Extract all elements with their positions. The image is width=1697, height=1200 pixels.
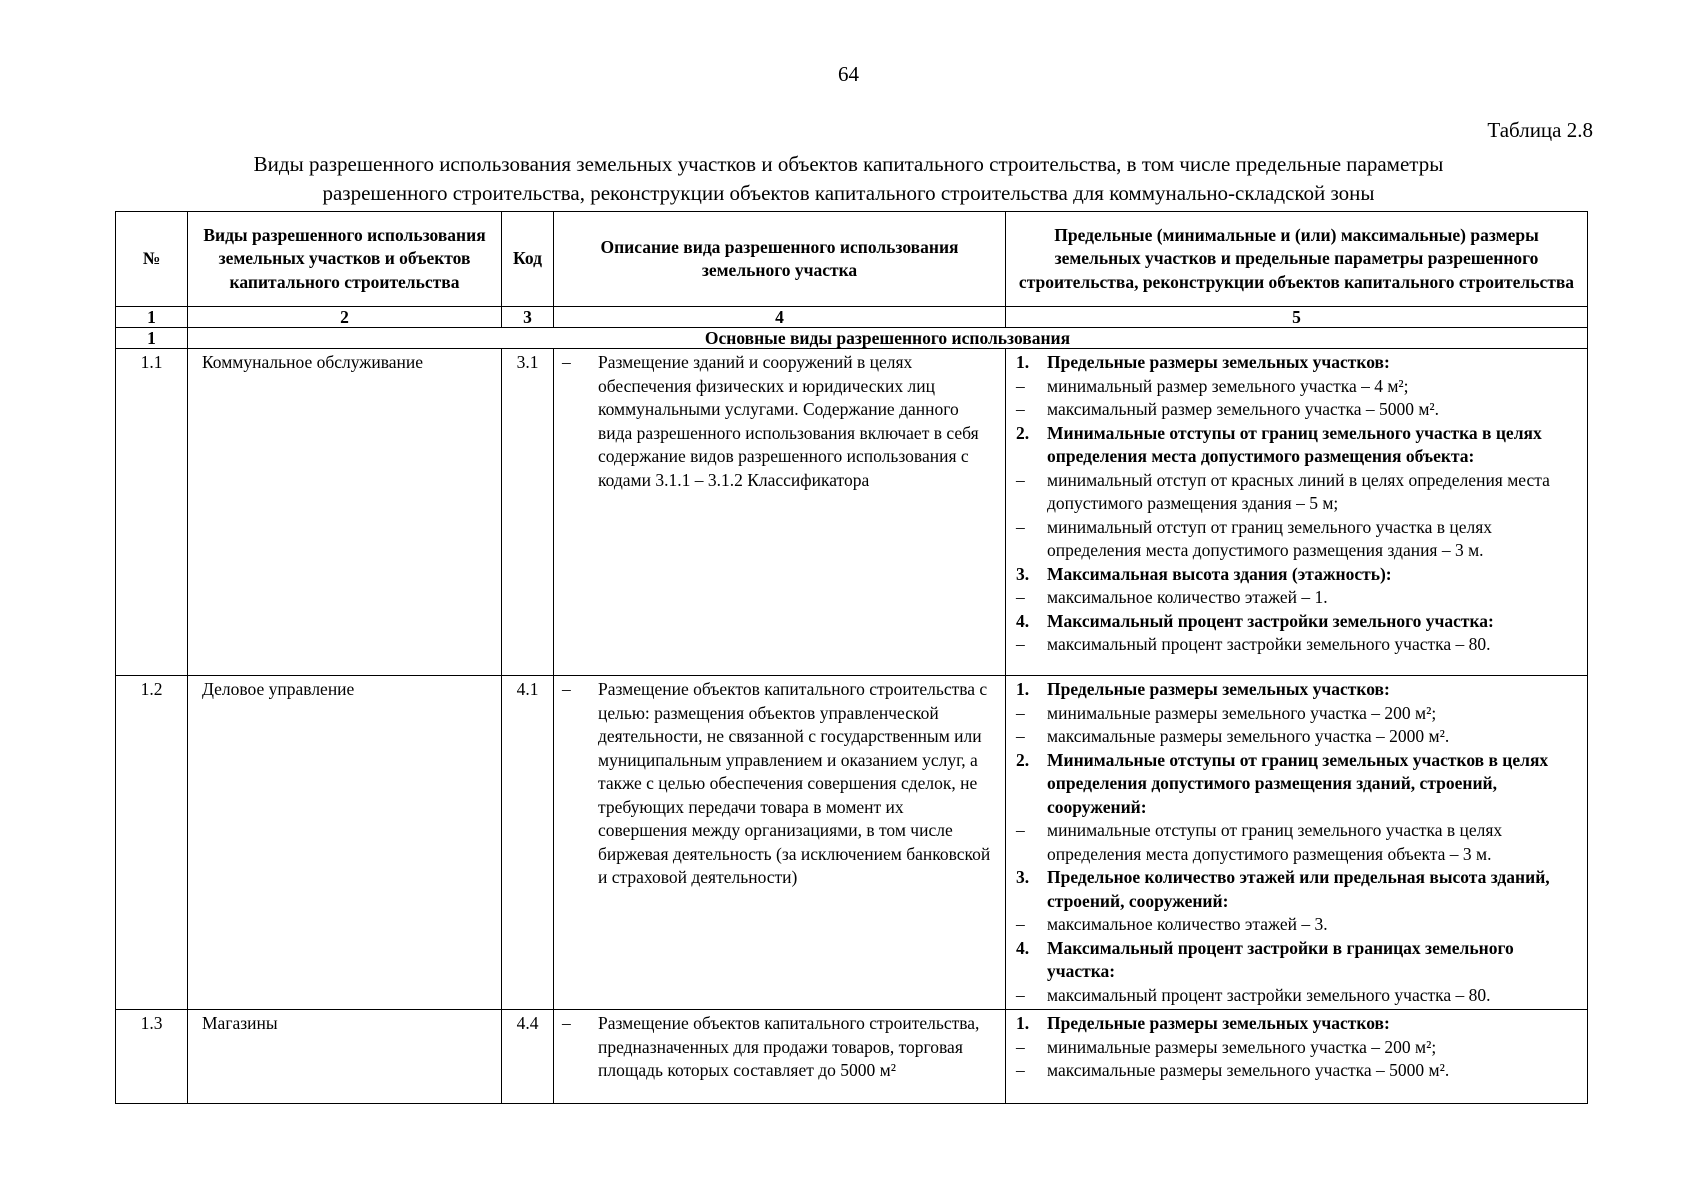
limit-marker: 1. [1016,352,1030,372]
limit-marker: – [1016,634,1025,654]
limit-text: Предельное количество этажей или предельная высота зданий, строений, сооружений: [1047,867,1550,911]
limit-item [1016,469,1581,516]
limit-item [1016,586,1581,610]
limit-text: максимальный процент застройки земельного участка – 80. [1047,984,1491,1005]
limit-text: минимальный отступ от границ земельного участка в целях определения места допустимого размещения здания – 3 м. [1047,516,1493,560]
column-number: 4 [554,307,1006,328]
limit-text: минимальные отступы от границ земельного участка в целях определения места допустимого размещения объекта – 3 м. [1047,820,1503,864]
column-number-row [116,307,1588,328]
limit-item [1016,913,1581,937]
limit-text: Предельные размеры земельных участков: [1047,1013,1390,1033]
limit-marker: – [1016,399,1025,419]
limit-text: минимальные размеры земельного участка – 200 м²; [1047,1036,1437,1057]
limit-heading [1016,749,1581,820]
land-use-type: Магазины [188,1010,502,1104]
limit-marker: – [1016,914,1025,934]
limit-heading [1016,422,1581,469]
limit-text: максимальный размер земельного участка – 5000 м². [1047,399,1440,419]
limit-marker: 3. [1016,867,1030,887]
limit-marker: – [1016,984,1025,1005]
limit-marker: 2. [1016,749,1030,770]
table-row [116,1010,1588,1104]
limit-marker: – [1016,1060,1025,1080]
limit-marker: 1. [1016,679,1030,699]
limit-text: минимальный отступ от красных линий в целях определения места допустимого размещения здания – 5 м; [1047,469,1550,513]
limit-marker: – [1016,516,1025,537]
limit-text: Предельные размеры земельных участков: [1047,352,1390,372]
land-use-description [554,676,1006,1010]
limit-heading [1016,563,1581,587]
limit-heading [1016,678,1581,702]
limit-text: Минимальные отступы от границ земельного участка в целях определения места допустимого размещения объекта: [1047,422,1542,466]
limit-heading [1016,351,1581,375]
table-label: Таблица 2.8 [1487,118,1593,142]
header-limits: Предельные (минимальные и (или) максимальные) размеры земельных участков и предельные параметры разрешенного строительства, реконструкции объектов капитального строительства [1006,212,1588,307]
limit-item [1016,633,1581,657]
land-use-type: Деловое управление [188,676,502,1010]
limit-parameters [1006,676,1588,1010]
header-name: Виды разрешенного использования земельных участков и объектов капитального строительства [188,212,502,307]
limit-parameters [1006,349,1588,676]
table-row [116,349,1588,676]
limit-text: Предельные размеры земельных участков: [1047,679,1390,699]
limit-marker: – [1016,375,1025,396]
header-num: № [116,212,188,307]
row-number: 1.3 [116,1010,188,1104]
limit-item [1016,375,1581,399]
page-number: 64 [838,62,859,86]
limit-marker: – [1016,1036,1025,1057]
limit-text: минимальные размеры земельного участка – 200 м²; [1047,702,1437,723]
limit-marker: – [1016,469,1025,490]
limit-heading [1016,937,1581,984]
section-title: Основные виды разрешенного использования [188,328,1588,349]
land-use-description [554,349,1006,676]
limit-item [1016,1036,1581,1060]
land-use-type: Коммунальное обслуживание [188,349,502,676]
limit-marker: – [1016,587,1025,607]
limit-heading [1016,610,1581,634]
section-row [116,328,1588,349]
header-desc: Описание вида разрешенного использования земельного участка [554,212,1006,307]
column-number: 3 [502,307,554,328]
limit-heading [1016,866,1581,913]
description-text: Размещение объектов капитального строительства, предназначенных для продажи товаров, торговая площадь которых составляет до 5000 м² [598,1013,980,1080]
limit-text: Максимальная высота здания (этажность): [1047,563,1392,584]
table-title [140,150,1557,208]
column-number: 1 [116,307,188,328]
land-use-code: 4.4 [502,1010,554,1104]
table-title-line1: Виды разрешенного использования земельных участков и объектов капитального строительства, в том числе предельные параметры [253,152,1444,176]
header-row [116,212,1588,307]
limit-heading [1016,1012,1581,1036]
limit-marker: – [1016,702,1025,723]
limit-text: максимальный процент застройки земельного участка – 80. [1047,634,1491,654]
limit-marker: 1. [1016,1013,1030,1033]
column-number: 5 [1006,307,1588,328]
limit-text: максимальное количество этажей – 1. [1047,587,1328,607]
limit-text: минимальный размер земельного участка – 4 м²; [1047,375,1409,396]
limit-item [1016,819,1581,866]
limit-item [1016,702,1581,726]
limit-text: Минимальные отступы от границ земельных участков в целях определения допустимого размещения зданий, строений, сооружений: [1047,749,1549,817]
limit-item [1016,984,1581,1008]
description-dash: – [562,1013,571,1033]
limit-text: максимальные размеры земельного участка – 2000 м². [1047,726,1450,746]
description-dash: – [562,352,571,372]
table-row [116,676,1588,1010]
limit-marker: 3. [1016,563,1030,584]
limit-marker: – [1016,726,1025,746]
limit-marker: 4. [1016,937,1030,958]
limit-item [1016,725,1581,749]
land-use-code: 3.1 [502,349,554,676]
description-text: Размещение объектов капитального строительства с целью: размещения объектов управленческой деятельности, не связанной с государственным или муниципальным управлением и оказанием услуг, а также с целью обеспечения совершения сделок, не требующих передачи товара в момент их совершения между организациями, в том числе биржевая деятельность (за исключением банковской и страховой деятельности) [598,679,991,887]
limit-text: максимальное количество этажей – 3. [1047,914,1328,934]
limit-marker: 2. [1016,422,1030,443]
limit-parameters [1006,1010,1588,1104]
row-number: 1.2 [116,676,188,1010]
limit-text: максимальные размеры земельного участка – 5000 м². [1047,1060,1450,1080]
limit-marker: – [1016,820,1025,840]
land-use-table [115,211,1588,1104]
limit-item [1016,1059,1581,1083]
limit-text: Максимальный процент застройки в границах земельного участка: [1047,937,1514,981]
row-number: 1.1 [116,349,188,676]
description-text: Размещение зданий и сооружений в целях обеспечения физических и юридических лиц коммунальными услугами. Содержание данного вида разрешенного использования включает в себя содержание видов разрешенного использования с кодами 3.1.1 – 3.1.2 Классификатора [598,352,979,490]
table-title-line2: разрешенного строительства, реконструкции объектов капитального строительства для коммунально-складской зоны [322,181,1375,205]
section-num: 1 [116,328,188,349]
header-code: Код [502,212,554,307]
land-use-code: 4.1 [502,676,554,1010]
limit-item [1016,398,1581,422]
column-number: 2 [188,307,502,328]
limit-marker: 4. [1016,610,1030,631]
description-dash: – [562,679,571,699]
limit-text: Максимальный процент застройки земельного участка: [1047,610,1494,631]
land-use-description [554,1010,1006,1104]
limit-item [1016,516,1581,563]
